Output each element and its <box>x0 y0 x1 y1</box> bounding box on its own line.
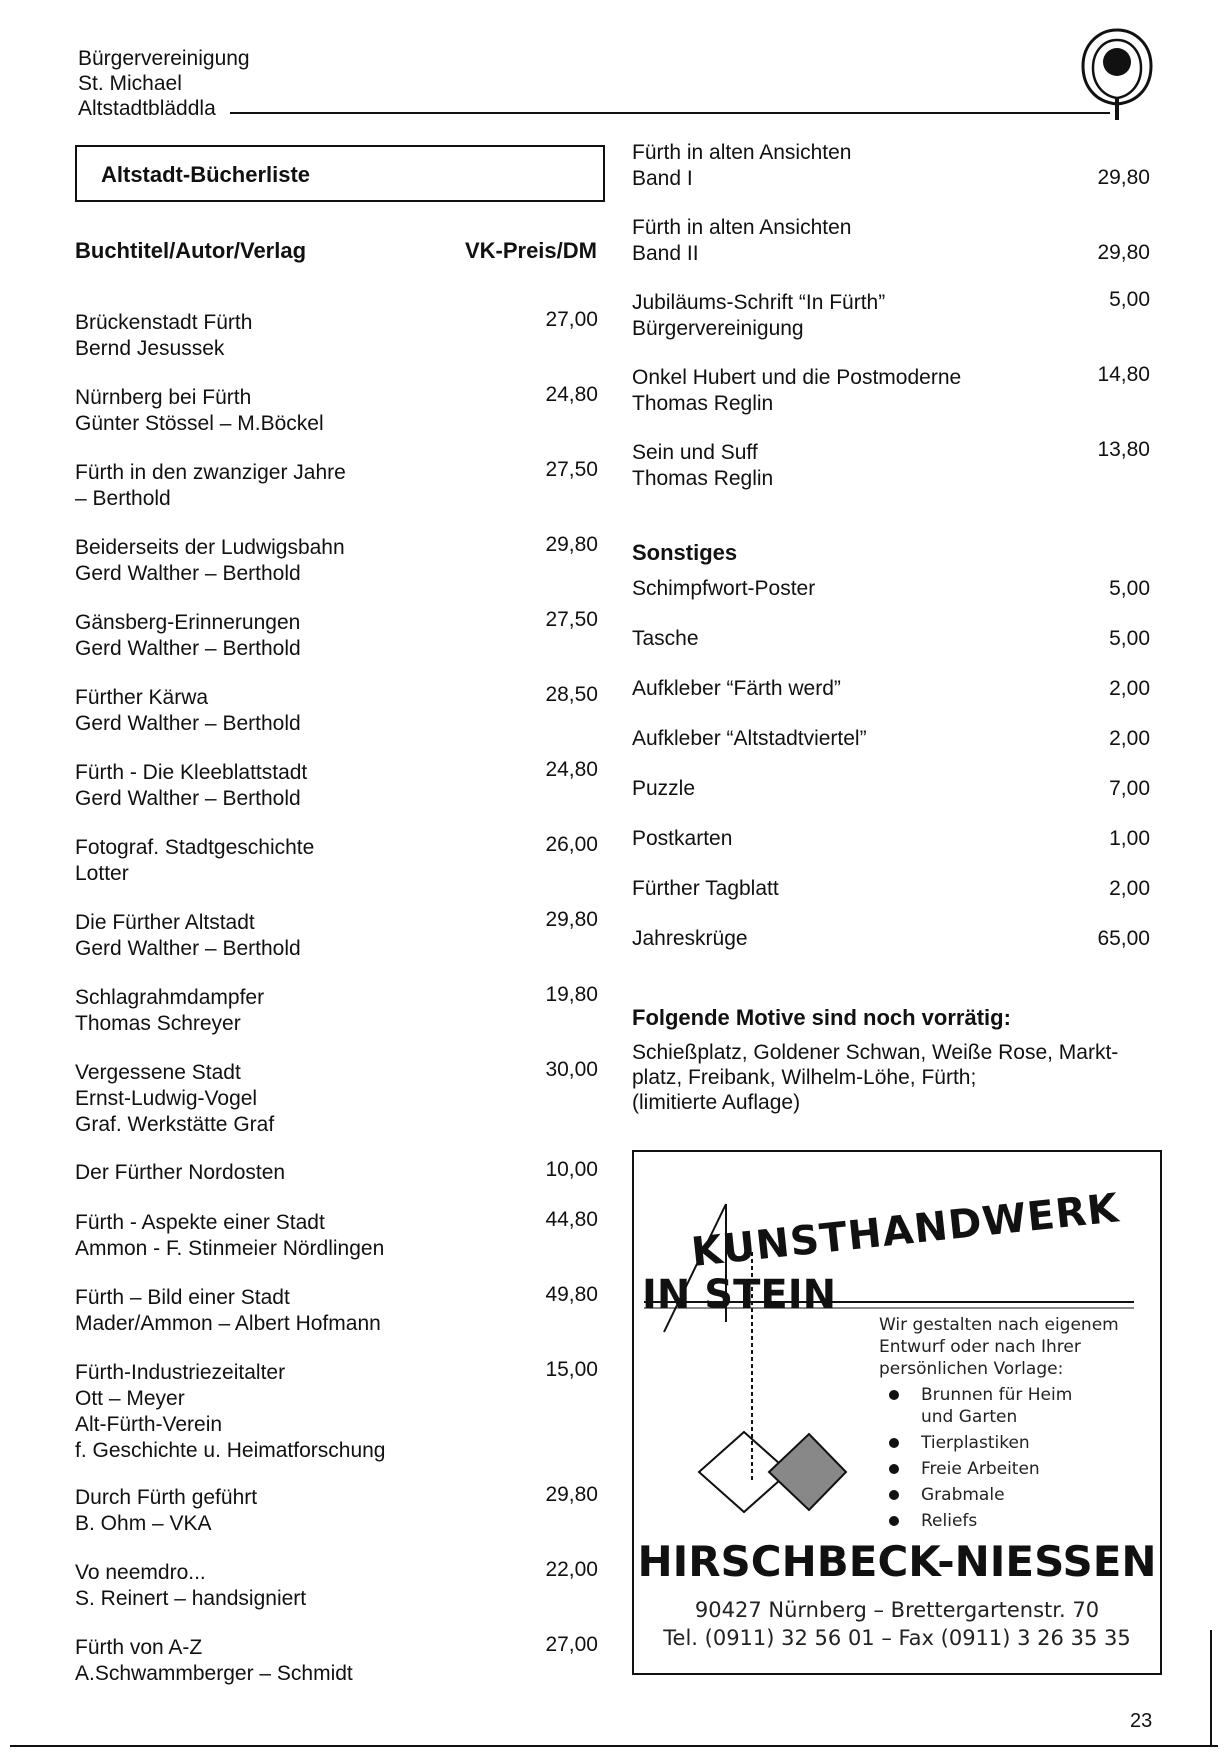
book-entry <box>75 310 252 362</box>
motive-heading: Folgende Motive sind noch vorrätig: <box>632 1005 1011 1030</box>
book-entry <box>75 1285 381 1337</box>
book-price: 27,00 <box>545 308 598 331</box>
book-entry <box>632 140 851 192</box>
book-author: – Berthold <box>75 487 171 510</box>
sonstiges-item-label: Tasche <box>632 627 699 650</box>
sonstiges-item-label: Aufkleber “Färth werd” <box>632 677 841 700</box>
book-price: 22,00 <box>545 1558 598 1581</box>
ad-bullet-item <box>889 1384 1072 1428</box>
book-author: Thomas Reglin <box>632 392 774 415</box>
ad-bullet-text: Brunnen für Heim <box>921 1385 1073 1405</box>
sonstiges-item-price: 1,00 <box>1109 827 1150 850</box>
ad-bullet-item <box>889 1510 1072 1532</box>
header-rule <box>230 112 1110 114</box>
sonstiges-item-label: Aufkleber “Altstadtviertel” <box>632 727 867 750</box>
book-price: 29,80 <box>545 908 598 931</box>
book-price: 13,80 <box>1097 438 1150 461</box>
sonstiges-item-label: Puzzle <box>632 777 696 800</box>
book-author: B. Ohm – VKA <box>75 1512 212 1535</box>
ad-intro <box>879 1314 1119 1380</box>
page-number: 23 <box>1130 1710 1153 1732</box>
footer-rule <box>10 1745 1218 1747</box>
motive-line: platz, Freibank, Wilhelm-Löhe, Fürth; <box>632 1066 977 1089</box>
book-author: Gerd Walther – Berthold <box>75 787 301 810</box>
book-title: Fürth-Industriezeitalter <box>75 1361 286 1384</box>
book-title: Der Fürther Nordosten <box>75 1161 286 1184</box>
book-author: Bernd Jesussek <box>75 337 225 360</box>
column-price-header: VK-Preis/DM <box>464 238 597 263</box>
book-price: 29,80 <box>1097 166 1150 189</box>
bullet-icon <box>889 1464 899 1474</box>
book-author: Band II <box>632 242 699 265</box>
book-entry <box>75 1485 257 1537</box>
sonstiges-item-label: Postkarten <box>632 827 733 850</box>
ad-intro-line: Entwurf oder nach Ihrer <box>879 1337 1081 1357</box>
book-price: 29,80 <box>545 533 598 556</box>
book-price: 15,00 <box>545 1358 598 1381</box>
book-price: 29,80 <box>545 1483 598 1506</box>
book-title: Jubiläums-Schrift “In Fürth” <box>632 291 886 314</box>
ad-bullet-list <box>889 1384 1072 1536</box>
book-title: Sein und Suff <box>632 441 758 464</box>
book-price: 30,00 <box>545 1058 598 1081</box>
book-entry <box>632 440 773 492</box>
ad-intro-line: persönlichen Vorlage: <box>879 1359 1064 1379</box>
book-author: Gerd Walther – Berthold <box>75 637 301 660</box>
book-price: 26,00 <box>545 833 598 856</box>
book-entry <box>632 365 961 417</box>
book-author: Gerd Walther – Berthold <box>75 712 301 735</box>
book-author: Lotter <box>75 862 129 885</box>
book-price: 10,00 <box>545 1158 598 1181</box>
ad-logo-line1: KUNSTHANDWERK <box>689 1185 1122 1276</box>
book-entry <box>75 1635 353 1687</box>
book-author: Ernst-Ludwig-Vogel <box>75 1087 258 1110</box>
book-entry <box>632 290 885 342</box>
sonstiges-item-price: 2,00 <box>1109 727 1150 750</box>
ad-bullet-text: Tierplastiken <box>921 1433 1030 1453</box>
header-org: Bürgervereinigung <box>78 47 250 70</box>
book-author: Ott – Meyer <box>75 1387 185 1410</box>
book-entry <box>75 385 324 437</box>
book-price: 27,50 <box>545 458 598 481</box>
ad-phone: Tel. (0911) 32 56 01 – Fax (0911) 3 26 35 35 <box>663 1626 1131 1650</box>
book-author: Ammon - F. Stinmeier Nördlingen <box>75 1237 385 1260</box>
book-title: Nürnberg bei Fürth <box>75 386 252 409</box>
header-sub: St. Michael <box>78 72 182 95</box>
ad-bullet-text: und Garten <box>921 1407 1018 1427</box>
book-title: Vo neemdro... <box>75 1561 206 1584</box>
list-title: Altstadt-Bücherliste <box>101 162 311 187</box>
book-price: 19,80 <box>545 983 598 1006</box>
ad-bullet-text: Grabmale <box>921 1485 1005 1505</box>
book-author: Thomas Schreyer <box>75 1012 241 1035</box>
book-entry <box>632 215 851 267</box>
ad-bullet-text: Freie Arbeiten <box>921 1459 1040 1479</box>
book-title: Gänsberg-Erinnerungen <box>75 611 301 634</box>
bullet-icon <box>889 1516 899 1526</box>
ad-logo-line2: IN STEIN <box>642 1272 837 1318</box>
book-author: Bürgervereinigung <box>632 317 804 340</box>
ad-box <box>632 1150 1162 1675</box>
book-title: Fotograf. Stadtgeschichte <box>75 836 315 859</box>
sonstiges-item-price: 2,00 <box>1109 877 1150 900</box>
book-title: Schlagrahmdampfer <box>75 986 265 1009</box>
book-author: Gerd Walther – Berthold <box>75 937 301 960</box>
book-price: 28,50 <box>545 683 598 706</box>
book-author: Alt-Fürth-Verein <box>75 1413 223 1436</box>
book-entry <box>75 985 264 1037</box>
book-title: Onkel Hubert und die Postmoderne <box>632 366 962 389</box>
logo-icon <box>1075 22 1160 122</box>
book-author: A.Schwammberger – Schmidt <box>75 1662 353 1685</box>
book-entry <box>75 1160 285 1186</box>
book-entry <box>75 535 345 587</box>
book-author: Gerd Walther – Berthold <box>75 562 301 585</box>
ad-address: 90427 Nürnberg – Brettergartenstr. 70 <box>694 1598 1100 1622</box>
book-author: Thomas Reglin <box>632 467 774 490</box>
book-title: Durch Fürth geführt <box>75 1486 258 1509</box>
book-price: 27,00 <box>545 1633 598 1656</box>
motive-line: (limitierte Auflage) <box>632 1091 801 1114</box>
bullet-icon <box>889 1438 899 1448</box>
motive-text <box>632 1040 1118 1115</box>
book-author: Günter Stössel – M.Böckel <box>75 412 324 435</box>
book-title: Fürth - Die Kleeblattstadt <box>75 761 308 784</box>
book-title: Fürther Kärwa <box>75 686 209 709</box>
ad-bullet-item <box>889 1458 1072 1480</box>
book-author: Band I <box>632 167 693 190</box>
book-price: 49,80 <box>545 1283 598 1306</box>
book-entry <box>75 1210 384 1262</box>
book-price: 5,00 <box>1109 288 1150 311</box>
book-author: f. Geschichte u. Heimatforschung <box>75 1439 386 1462</box>
book-entry <box>75 1360 385 1464</box>
book-entry <box>75 760 307 812</box>
book-price: 27,50 <box>545 608 598 631</box>
sonstiges-item-price: 7,00 <box>1109 777 1150 800</box>
book-price: 29,80 <box>1097 241 1150 264</box>
header <box>78 46 250 121</box>
footer-vertical-rule <box>1210 1630 1212 1746</box>
book-entry <box>75 910 301 962</box>
ad-bullet-item <box>889 1432 1072 1454</box>
bullet-icon <box>889 1390 899 1400</box>
book-entry <box>75 610 301 662</box>
sonstiges-heading: Sonstiges <box>632 540 738 565</box>
book-entry <box>75 460 346 512</box>
book-price: 14,80 <box>1097 363 1150 386</box>
bullet-icon <box>889 1490 899 1500</box>
ad-intro-line: Wir gestalten nach eigenem <box>879 1315 1119 1335</box>
book-entry <box>75 835 314 887</box>
sonstiges-item-label: Schimpfwort-Poster <box>632 577 816 600</box>
book-title: Fürth – Bild einer Stadt <box>75 1286 290 1309</box>
book-price: 24,80 <box>545 758 598 781</box>
sonstiges-item-label: Fürther Tagblatt <box>632 877 779 900</box>
book-title: Fürth in alten Ansichten <box>632 141 852 164</box>
sonstiges-item-price: 5,00 <box>1109 627 1150 650</box>
book-title: Brückenstadt Fürth <box>75 311 253 334</box>
book-author: Mader/Ammon – Albert Hofmann <box>75 1312 381 1335</box>
motive-line: Schießplatz, Goldener Schwan, Weiße Rose, Markt- <box>632 1041 1119 1064</box>
sonstiges-item-price: 65,00 <box>1097 927 1150 950</box>
ad-bullet-item <box>889 1484 1072 1506</box>
book-title: Fürth von A-Z <box>75 1636 203 1659</box>
book-title: Vergessene Stadt <box>75 1061 241 1084</box>
header-publication: Altstadtbläddla <box>78 97 216 120</box>
book-title: Fürth - Aspekte einer Stadt <box>75 1211 325 1234</box>
book-title: Die Fürther Altstadt <box>75 911 255 934</box>
book-title: Beiderseits der Ludwigsbahn <box>75 536 345 559</box>
ad-company: HIRSCHBECK-NIESSEN <box>637 1537 1157 1586</box>
book-price: 44,80 <box>545 1208 598 1231</box>
book-title: Fürth in alten Ansichten <box>632 216 852 239</box>
ad-bullet-text: Reliefs <box>921 1511 978 1531</box>
column-title-header: Buchtitel/Autor/Verlag <box>75 238 307 263</box>
book-entry <box>75 685 301 737</box>
book-author: Graf. Werkstätte Graf <box>75 1113 275 1136</box>
list-title-box <box>75 145 605 202</box>
sonstiges-item-label: Jahreskrüge <box>632 927 748 950</box>
book-entry <box>75 1060 274 1138</box>
sonstiges-item-price: 5,00 <box>1109 577 1150 600</box>
sonstiges-item-price: 2,00 <box>1109 677 1150 700</box>
book-author: S. Reinert – handsigniert <box>75 1587 307 1610</box>
book-title: Fürth in den zwanziger Jahre <box>75 461 346 484</box>
book-entry <box>75 1560 306 1612</box>
book-price: 24,80 <box>545 383 598 406</box>
